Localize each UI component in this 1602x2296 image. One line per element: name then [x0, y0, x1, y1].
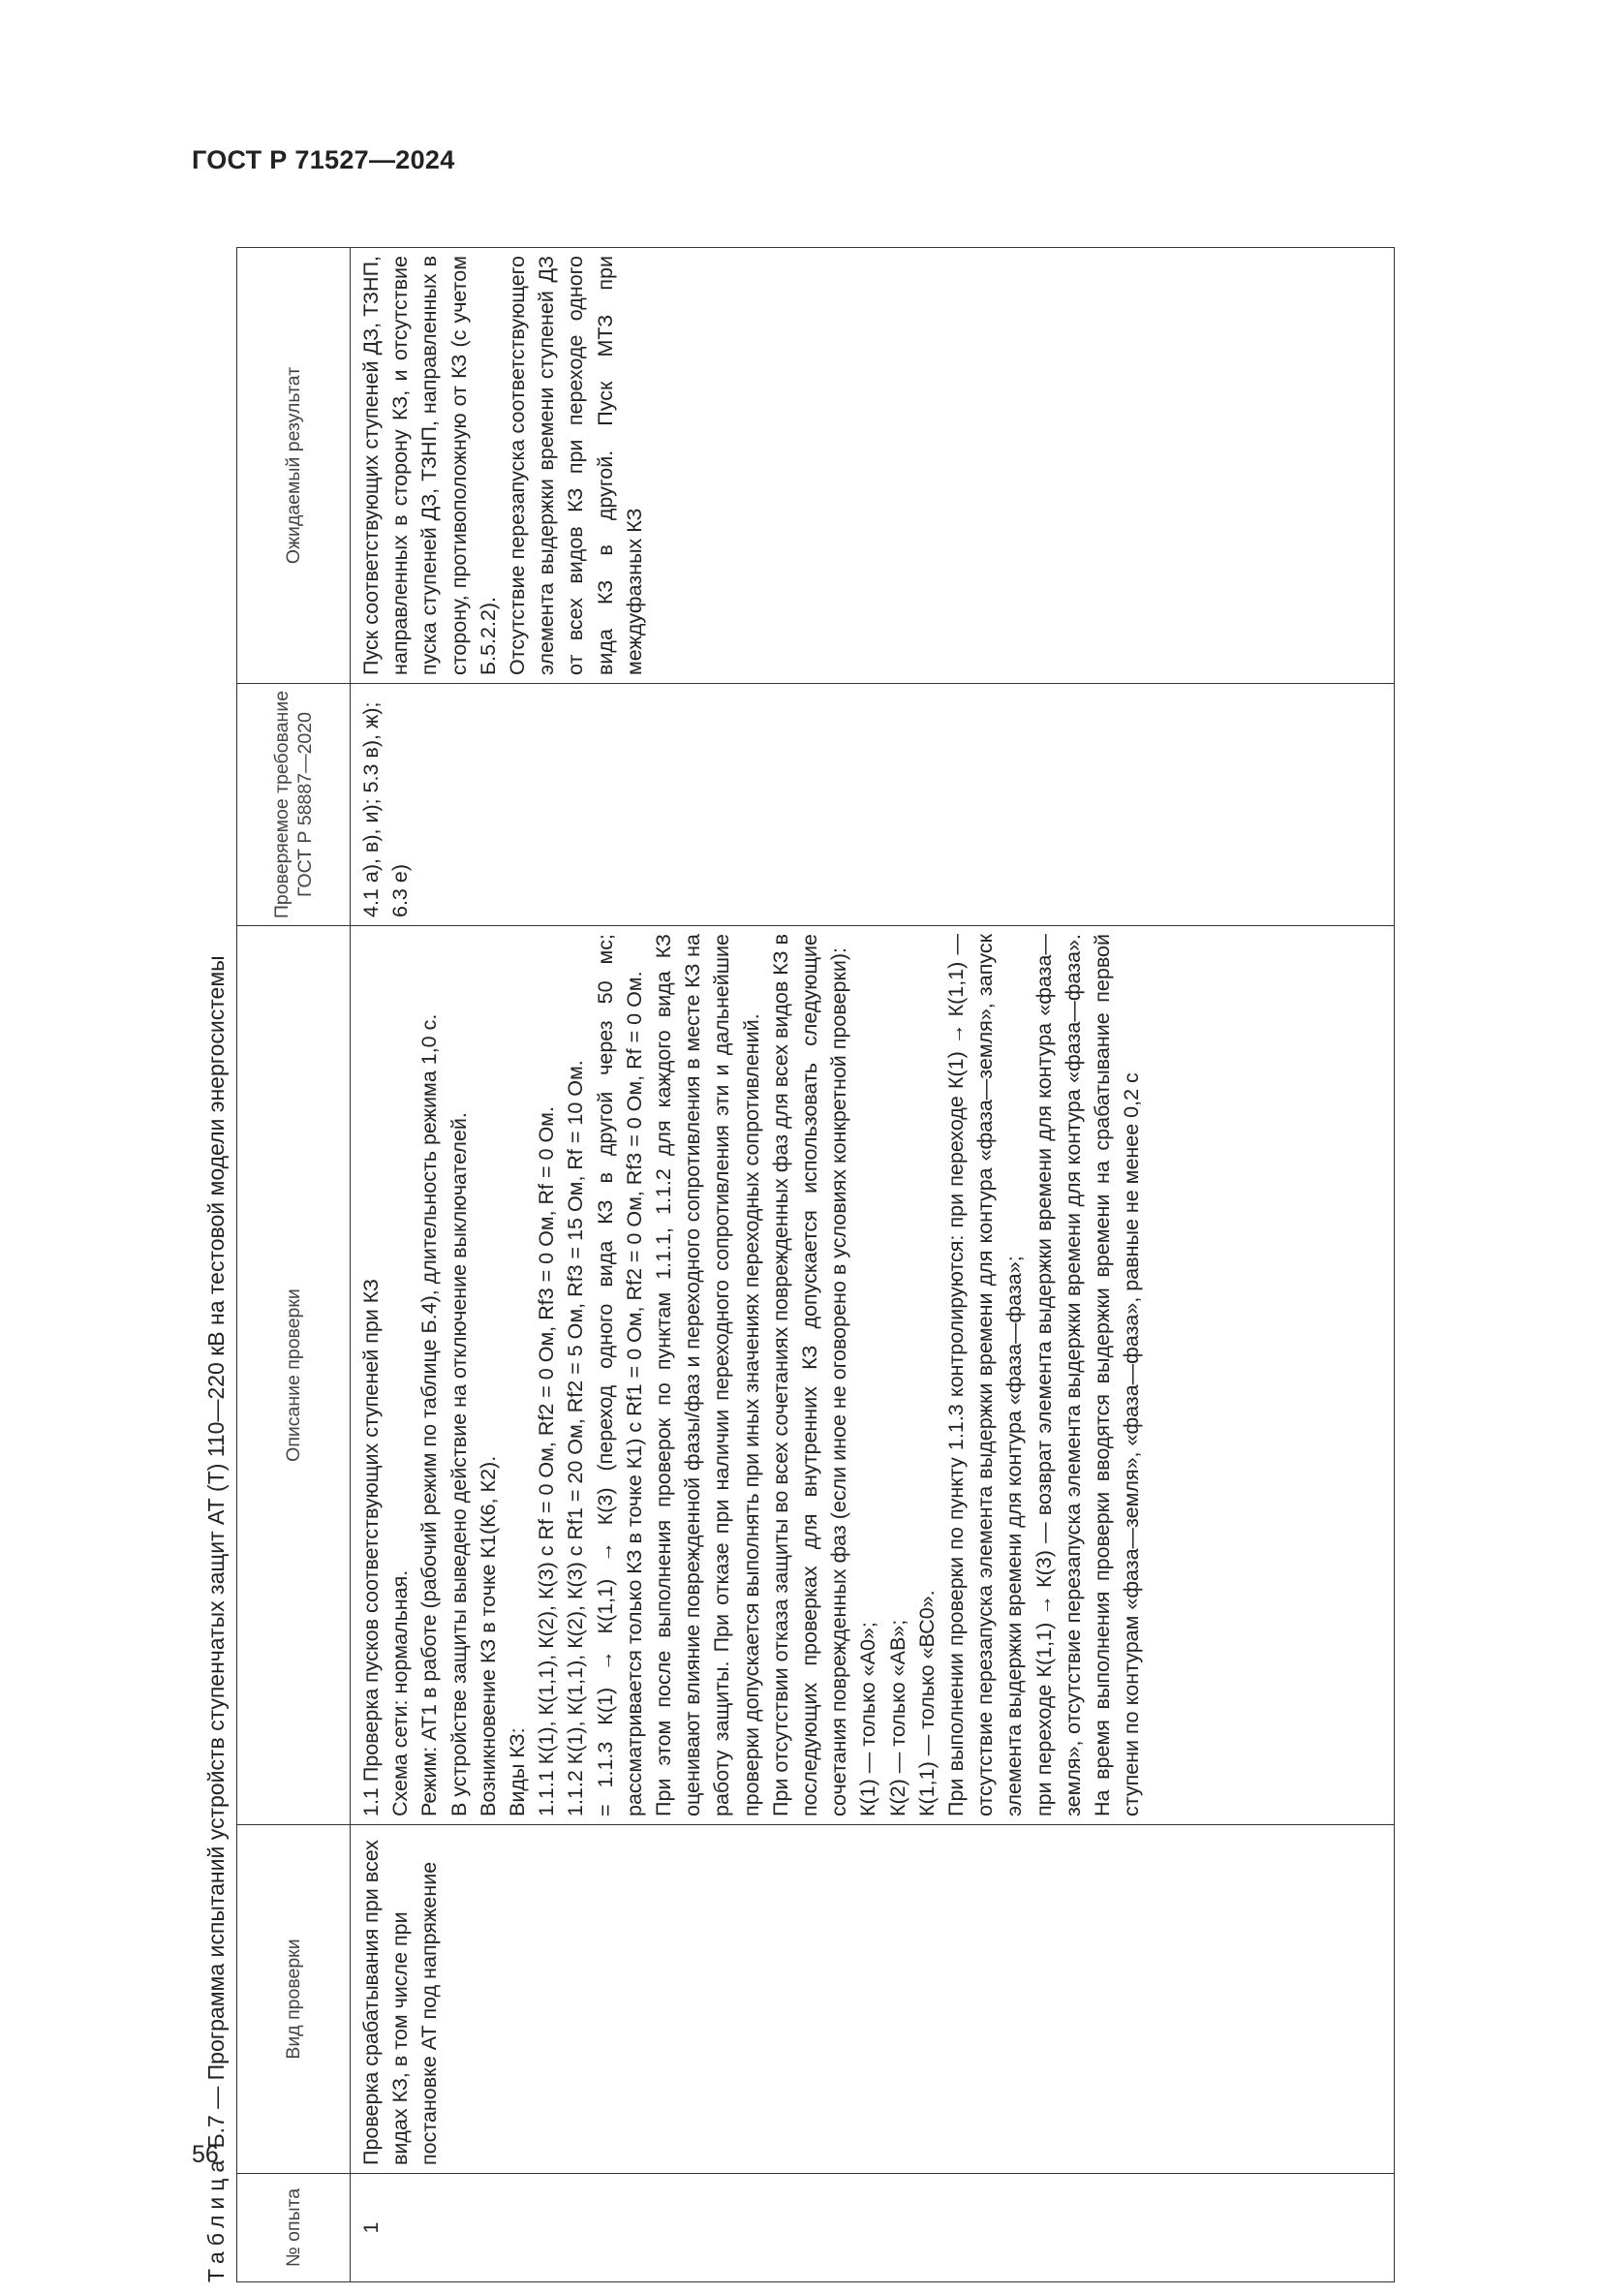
cell-requirement [351, 684, 1395, 926]
desc-line: При этом после выполнения проверок по пунктам 1.1.1, 1.1.2 для каждого вида КЗ оценивают влияние поврежденной фазы/фаз и переходного сопротивления в месте КЗ на работу защиты. При отказе при наличии переходного сопротивления эти и дальнейшие проверки допускается выполнять при иных значениях переходных сопротивлений. [652, 934, 763, 1816]
desc-line: К(1,1) — только «ВС0». [914, 1590, 939, 1816]
test-program-table [236, 247, 1395, 2282]
req-line: 6.3 е) [388, 864, 413, 917]
desc-line: К(2) — только «АВ»; [885, 1619, 909, 1816]
table-caption [203, 955, 230, 2282]
header-requirement: Проверяемое требование ГОСТ Р 58887—2020 [237, 684, 351, 926]
desc-line: При отсутствии отказа защиты во всех сочетаниях поврежденных фаз для всех видов КЗ в последующих проверках для внутренних КЗ допускается использовать следующие сочетания поврежденных фаз (если иное не оговорено в условиях конкретной проверки): [768, 934, 851, 1816]
cell-test-number: 1 [351, 2174, 1395, 2282]
req-line: 4.1 а), в), и); 5.3 в), ж); [359, 701, 383, 917]
desc-line: 1.1 Проверка пусков соответствующих ступеней при КЗ [359, 1278, 383, 1816]
rotated-table-page [192, 213, 1441, 2296]
desc-line: Режим: АТ1 в работе (рабочий режим по таблице Б.4), длительность режима 1,0 с. [417, 1013, 442, 1816]
page-number: 56 [192, 2141, 219, 2168]
desc-line: 1.1.2 К(1), К(1,1), К(2), К(3) с Rf1 = 20 Ом, Rf2 = 5 Ом, Rf3 = 15 Ом, Rf = 10 Ом. [564, 1060, 588, 1816]
desc-line: Схема сети: нормальная. [388, 1569, 413, 1816]
desc-line: К(1) — только «А0»; [856, 1622, 880, 1816]
exp-line: Отсутствие перезапуска соответствующего элемента выдержки времени ступеней ДЗ от всех видов КЗ при переходе одного вида КЗ в другой. Пуск МТЗ при междуфазных КЗ [506, 256, 646, 675]
header-check-type: Вид проверки [237, 1825, 351, 2174]
table-caption-label: Таблица [203, 2154, 229, 2282]
desc-line: При выполнении проверки по пункту 1.1.3 контролируются: при переходе К(1) → К(1,1) — отсутствие перезапуска элемента выдержки времени для контура «фаза—земля», запуск элемента выдержки времени для контура «фаза—фаза»; [944, 934, 1027, 1816]
table-header-row [237, 248, 351, 2282]
cell-expected-result [351, 248, 1395, 684]
header-expected-result: Ожидаемый результат [237, 248, 351, 684]
desc-line: В устройстве защиты выведено действие на отключение выключателей. [447, 1112, 471, 1816]
header-check-description: Описание проверки [237, 926, 351, 1825]
desc-line: = 1.1.3 К(1) → К(1,1) → К(3) (переход одного вида КЗ в другой через 50 мс; рассматривается только КЗ в точке К1) с Rf1 = 0 Ом, Rf2 = 0 Ом, Rf3 = 0 Ом, Rf = 0 Ом. [593, 934, 646, 1816]
desc-line: Возникновение КЗ в точке К1(К6, К2). [476, 1455, 500, 1816]
cell-check-description [351, 926, 1395, 1825]
table-row [351, 248, 1395, 2282]
desc-line: Виды КЗ: [506, 1727, 530, 1816]
header-test-number: № опыта [237, 2174, 351, 2282]
desc-line: 1.1.1 К(1), К(1,1), К(2), К(3) с Rf = 0 Ом, Rf2 = 0 Ом, Rf3 = 0 Ом, Rf = 0 Ом. [535, 1106, 559, 1816]
desc-line: при переходе К(1,1) → К(3) — возврат элемента выдержки времени для контура «фаза—земля», отсутствие перезапуска элемента выдержки времени для контура «фаза—фаза». На время выполнения проверки вводятся выдержки времени на срабатывание первой ступени по контурам «фаза—земля», «фаза—фаза», равные не менее 0,2 с [1032, 934, 1144, 1816]
document-standard-header: ГОСТ Р 71527—2024 [192, 145, 455, 174]
cell-check-type: Проверка срабатывания при всех видах КЗ, в том числе при постановке АТ под напряжение [351, 1825, 1395, 2174]
table-caption-text: Б.7 — Программа испытаний устройств ступенчатых защит АТ (Т) 110—220 кВ на тестовой модели энергосистемы [203, 955, 229, 2149]
exp-line: Пуск соответствующих ступеней ДЗ, ТЗНП, направленных в сторону КЗ, и отсутствие пуска ступеней ДЗ, ТЗНП, направленных в сторону, противоположную от КЗ (с учетом Б.5.2.2). [359, 256, 500, 675]
